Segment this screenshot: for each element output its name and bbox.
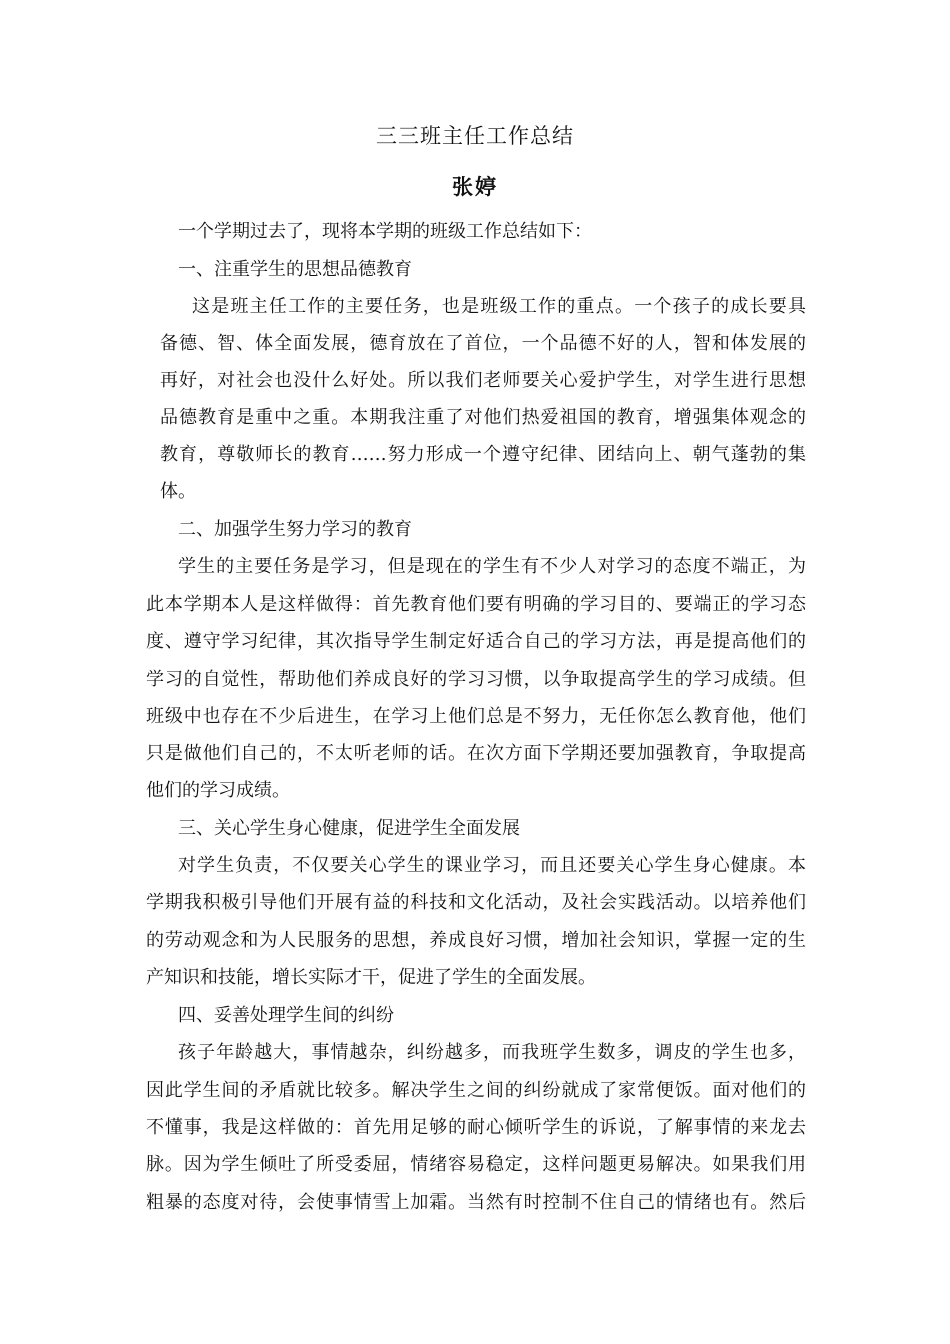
- paragraph-line: 学习的自觉性，帮助他们养成良好的学习习惯，以争取提高学生的学习成绩。但: [146, 669, 806, 690]
- paragraph-line: 此本学期本人是这样做得：首先教育他们要有明确的学习目的、要端正的学习态: [146, 594, 806, 615]
- section-heading-4: 四、妥善处理学生间的纠纷: [178, 1005, 394, 1026]
- intro-paragraph: 一个学期过去了，现将本学期的班级工作总结如下：: [178, 221, 592, 242]
- paragraph-line: 只是做他们自己的，不太听老师的话。在次方面下学期还要加强教育，争取提高: [146, 743, 806, 764]
- paragraph-line: 孩子年龄越大，事情越杂，纠纷越多，而我班学生数多，调皮的学生也多，: [178, 1042, 806, 1063]
- section-heading-2: 二、加强学生努力学习的教育: [178, 519, 412, 540]
- paragraph-line: 产知识和技能，增长实际才干，促进了学生的全面发展。: [146, 967, 596, 988]
- section-heading-3: 三、关心学生身心健康，促进学生全面发展: [178, 818, 520, 839]
- document-author: 张婷: [452, 175, 498, 199]
- paragraph-line: 度、遵守学习纪律，其次指导学生制定好适合自己的学习方法，再是提高他们的: [146, 631, 806, 652]
- paragraph-line: 的劳动观念和为人民服务的思想，养成良好习惯，增加社会知识，掌握一定的生: [146, 930, 806, 951]
- paragraph-line: 班级中也存在不少后进生，在学习上他们总是不努力，无任你怎么教育他，他们: [146, 706, 806, 727]
- paragraph-line: 体。: [160, 481, 196, 502]
- paragraph-line: 学期我积极引导他们开展有益的科技和文化活动，及社会实践活动。以培养他们: [146, 892, 806, 913]
- paragraph-line: 教育，尊敬师长的教育……努力形成一个遵守纪律、团结向上、朝气蓬勃的集: [160, 444, 806, 465]
- paragraph-line: 不懂事，我是这样做的：首先用足够的耐心倾听学生的诉说，了解事情的来龙去: [146, 1117, 806, 1138]
- section-heading-1: 一、注重学生的思想品德教育: [178, 259, 412, 280]
- paragraph-line: 因此学生间的矛盾就比较多。解决学生之间的纠纷就成了家常便饭。面对他们的: [146, 1080, 806, 1101]
- paragraph-line: 对学生负责，不仅要关心学生的课业学习，而且还要关心学生身心健康。本: [178, 855, 806, 876]
- paragraph-line: 粗暴的态度对待，会使事情雪上加霜。当然有时控制不住自己的情绪也有。然后: [146, 1192, 806, 1213]
- paragraph-line: 再好，对社会也没什么好处。所以我们老师要关心爱护学生，对学生进行思想: [160, 370, 806, 391]
- paragraph-line: 品德教育是重中之重。本期我注重了对他们热爱祖国的教育，增强集体观念的: [160, 407, 806, 428]
- paragraph-line: 学生的主要任务是学习，但是现在的学生有不少人对学习的态度不端正，为: [178, 556, 806, 577]
- paragraph-line: 备德、智、体全面发展，德育放在了首位，一个品德不好的人，智和体发展的: [160, 333, 806, 354]
- paragraph-line: 这是班主任工作的主要任务，也是班级工作的重点。一个孩子的成长要具: [192, 296, 806, 317]
- document-title: 三三班主任工作总结: [376, 124, 574, 148]
- paragraph-line: 他们的学习成绩。: [146, 780, 290, 801]
- paragraph-line: 脉。因为学生倾吐了所受委屈，情绪容易稳定，这样问题更易解决。如果我们用: [146, 1154, 806, 1175]
